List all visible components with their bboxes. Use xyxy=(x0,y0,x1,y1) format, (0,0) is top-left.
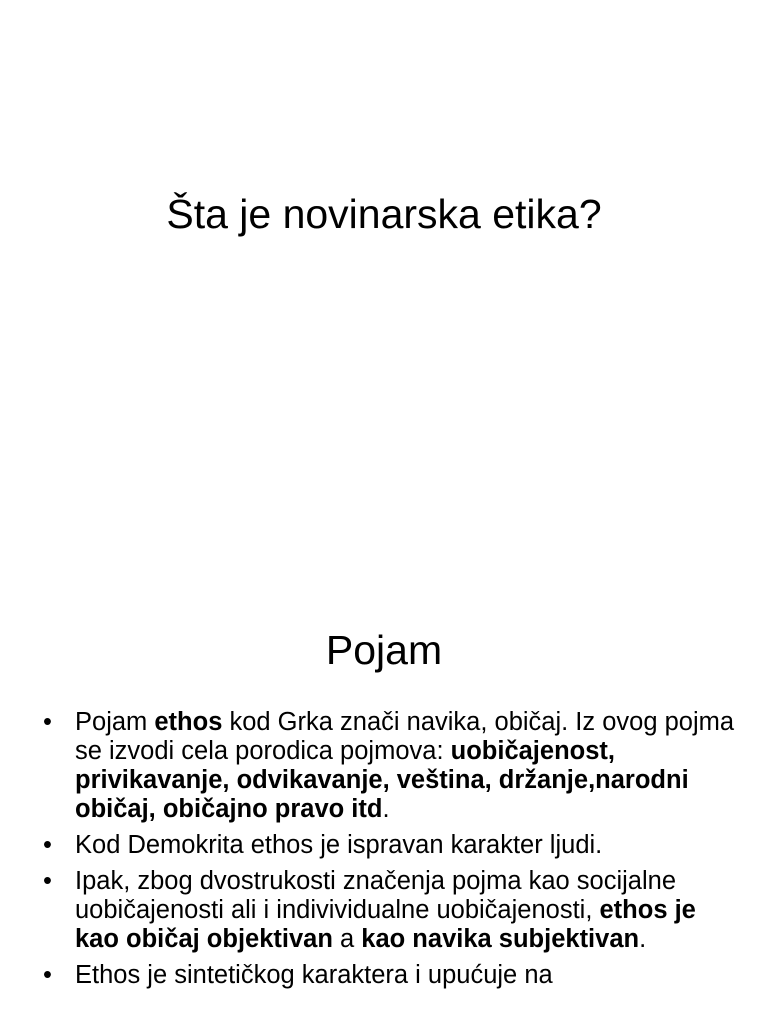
text-run: Pojam xyxy=(75,708,155,736)
bullet-item xyxy=(0,831,768,860)
text-run: Kod Demokrita ethos je ispravan karakter ljudi. xyxy=(75,831,603,859)
bullet-marker: • xyxy=(43,708,52,736)
bullet-marker: • xyxy=(43,831,52,859)
bold-text-run: ethos xyxy=(154,708,223,736)
text-run: Ipak, zbog dvostrukosti značenja pojma kao socijalne uobičajenosti ali i indivividualne uobičajenosti, xyxy=(75,867,677,924)
bold-text-run: kao navika subjektivan xyxy=(361,925,640,953)
bullet-list xyxy=(0,708,768,997)
bold-text-run: uobičajenost, privikavanje, odvikavanje, veština, držanje,narodni običaj, običajno pravo itd xyxy=(75,737,689,823)
text-run: kod Grka znači navika, običaj. Iz ovog pojma se izvodi cela porodica pojmova: xyxy=(75,708,735,765)
bullet-marker: • xyxy=(43,961,52,989)
text-run: . xyxy=(639,925,647,953)
pojam-slide xyxy=(0,576,768,1024)
text-run: Ethos je sintetičkog karaktera i upućuje na xyxy=(75,961,553,989)
bullet-item xyxy=(0,708,768,824)
text-run: . xyxy=(382,795,390,823)
slide-title: Šta je novinarska etika? xyxy=(166,191,602,237)
bullet-item xyxy=(0,961,768,990)
bold-text-run: ethos je kao običaj objektivan xyxy=(75,896,696,953)
slide-heading: Pojam xyxy=(325,627,443,673)
bullet-marker: • xyxy=(43,867,52,895)
bullet-item xyxy=(0,867,768,954)
text-run: a xyxy=(332,925,362,953)
